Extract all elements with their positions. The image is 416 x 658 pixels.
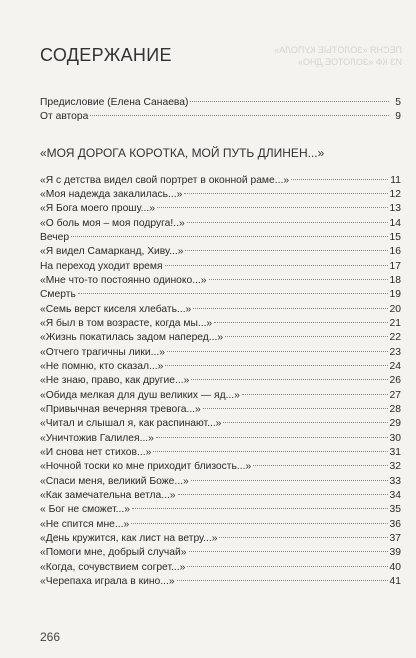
toc-entry-page: 32	[389, 461, 401, 473]
leader-dots	[157, 207, 388, 208]
toc-entry-title: Вечер	[40, 231, 70, 243]
toc-entry-page: 35	[389, 504, 401, 516]
toc-entry-title: «Не спится мне...»	[40, 518, 130, 530]
toc-entry-page: 33	[389, 475, 401, 487]
toc-entry	[40, 360, 401, 374]
toc-entry-title: «День кружится, как лист на ветру...»	[40, 532, 218, 544]
toc-entry-title: «Мне что-то постоянно одиноко...»	[40, 274, 207, 286]
toc-entry-title: «Ночной тоски ко мне приходит близость...»	[40, 461, 252, 473]
toc-entry	[40, 389, 401, 403]
toc-entry	[40, 245, 401, 259]
section-heading: «МОЯ ДОРОГА КОРОТКА, МОЙ ПУТЬ ДЛИНЕН...»	[40, 145, 325, 160]
leader-dots	[153, 451, 387, 452]
toc-entry-title: «Читал и слышал я, как распинают...»	[40, 418, 222, 430]
leader-dots	[187, 222, 388, 223]
toc-entry	[40, 96, 401, 110]
toc-entry	[40, 403, 401, 417]
toc-entry	[40, 518, 401, 532]
toc-entry-page: 12	[389, 188, 401, 200]
toc-entry-title: «И снова нет стихов...»	[40, 446, 152, 458]
page-title: СОДЕРЖАНИЕ	[40, 45, 172, 65]
toc-entry	[40, 260, 401, 274]
toc-entry	[40, 446, 401, 460]
toc-entry	[40, 575, 401, 589]
leader-dots	[187, 566, 387, 567]
leader-dots	[209, 279, 388, 280]
toc-entry	[40, 317, 401, 331]
leader-dots	[167, 351, 388, 352]
leader-dots	[177, 580, 388, 581]
toc-entry	[40, 188, 401, 202]
toc-entry-title: «Я был в том возрасте, когда мы...»	[40, 317, 213, 329]
leader-dots	[71, 236, 387, 237]
toc-entry-page: 26	[389, 375, 401, 387]
toc-entry-title: «Помоги мне, добрый случай»	[40, 547, 187, 559]
toc-entry-title: «Когда, сочувствием согрет...»	[40, 561, 186, 573]
leader-dots	[203, 408, 388, 409]
toc-entry	[40, 331, 401, 345]
toc-entry-title: «Моя надежда закалилась...»	[40, 188, 183, 200]
toc-entry-title: На переход уходит время	[40, 260, 163, 272]
leader-dots	[193, 308, 387, 309]
toc-entry	[40, 110, 401, 124]
leader-dots	[191, 379, 387, 380]
toc-entry	[40, 217, 401, 231]
toc-entry-title: «Спаси меня, великий Боже...»	[40, 475, 189, 487]
leader-dots	[165, 365, 387, 366]
leader-dots	[214, 322, 387, 323]
toc-entry-page: 16	[389, 246, 401, 258]
toc-entry-page: 21	[389, 317, 401, 329]
toc-entry-title: « Бог не сможет...»	[40, 504, 130, 516]
toc-entry-title: «Черепаха играла в кино...»	[40, 575, 175, 587]
toc-entry-page: 34	[389, 489, 401, 501]
toc-entry-title: «Не знаю, право, как другие...»	[40, 375, 190, 387]
leader-dots	[225, 336, 387, 337]
toc-entry-page: 18	[389, 274, 401, 286]
section-entry-list	[40, 174, 401, 590]
toc-entry	[40, 202, 401, 216]
toc-entry-title: «Семь верст киселя хлебать...»	[40, 303, 192, 315]
toc-entry	[40, 432, 401, 446]
leader-dots	[78, 293, 388, 294]
leader-dots	[242, 394, 388, 395]
leader-dots	[131, 523, 387, 524]
toc-entry-page: 24	[389, 360, 401, 372]
toc-entry	[40, 532, 401, 546]
toc-entry	[40, 503, 401, 517]
toc-entry-page: 30	[389, 432, 401, 444]
toc-entry-page: 17	[389, 260, 401, 272]
leader-dots	[178, 494, 388, 495]
toc-entry-title: Смерть	[40, 289, 76, 301]
leader-dots	[165, 265, 388, 266]
toc-entry	[40, 561, 401, 575]
toc-entry-title: «Я Бога моего прошу...»	[40, 203, 155, 215]
toc-entry-title: «Уничтожив Галилея...»	[40, 432, 154, 444]
leader-dots	[189, 551, 388, 552]
toc-entry-title: «Я с детства видел свой портрет в оконной раме...»	[40, 174, 290, 186]
toc-entry	[40, 231, 401, 245]
leader-dots	[156, 437, 388, 438]
toc-entry-page: 19	[389, 289, 401, 301]
toc-entry-page: 31	[389, 446, 401, 458]
toc-entry-page: 11	[390, 174, 401, 186]
toc-entry	[40, 374, 401, 388]
toc-entry-title: «Я видел Самарканд, Хиву...»	[40, 246, 184, 258]
toc-entry	[40, 174, 401, 188]
toc-entry-page: 23	[389, 346, 401, 358]
toc-entry-page: 29	[389, 418, 401, 430]
toc-entry	[40, 489, 401, 503]
toc-entry-title: «Отчего трагичны лики...»	[40, 346, 165, 358]
toc-entry-page: 40	[389, 561, 401, 573]
toc-entry-page: 13	[389, 203, 401, 215]
toc-entry-page: 5	[395, 97, 401, 108]
toc-entry-title: «Привычная вечерняя тревога...»	[40, 403, 201, 415]
toc-entry	[40, 460, 401, 474]
toc-entry-page: 14	[389, 217, 401, 229]
leader-dots	[184, 193, 387, 194]
toc-entry	[40, 417, 401, 431]
toc-entry-page: 36	[389, 518, 401, 530]
toc-entry-page: 37	[389, 532, 401, 544]
toc-entry-page: 22	[389, 332, 401, 344]
toc-entry-title: Предисловие (Елена Санаева)	[40, 97, 189, 108]
leader-dots	[185, 250, 387, 251]
leader-dots	[253, 465, 387, 466]
leader-dots	[132, 508, 388, 509]
toc-entry	[40, 274, 401, 288]
bleed-through-line: ИЗ КФ «ЗОЛОТОЕ ДНО»	[297, 57, 402, 67]
table-of-contents	[40, 96, 401, 589]
leader-dots	[223, 422, 387, 423]
toc-entry-title: «Жизнь покатилась задом наперед...»	[40, 332, 224, 344]
toc-entry-page: 41	[389, 575, 401, 587]
toc-entry-title: От автора	[40, 111, 89, 123]
toc-entry-title: «Обида мелкая для душ великих — яд...»	[40, 389, 240, 401]
toc-entry	[40, 546, 401, 560]
page-number: 266	[40, 630, 61, 644]
toc-entry-title: «Не помню, кто сказал...»	[40, 360, 164, 372]
bleed-through-text	[232, 44, 402, 68]
leader-dots	[190, 101, 389, 102]
toc-entry-title: «Как замечательна ветла...»	[40, 489, 176, 501]
leader-dots	[219, 537, 387, 538]
toc-entry	[40, 475, 401, 489]
toc-entry	[40, 303, 401, 317]
toc-entry-page: 9	[395, 111, 401, 123]
toc-entry	[40, 346, 401, 360]
toc-entry-page: 15	[389, 231, 401, 243]
bleed-through-line: ПЕСНЯ «ЗОЛОТЫЕ КУПОЛА»	[274, 45, 402, 55]
toc-entry-title: «О боль моя – моя подруга!..»	[40, 217, 185, 229]
toc-entry	[40, 288, 401, 302]
leader-dots	[90, 115, 389, 116]
leader-dots	[191, 480, 388, 481]
toc-entry-page: 20	[389, 303, 401, 315]
toc-entry-page: 28	[389, 403, 401, 415]
toc-entry-page: 39	[389, 547, 401, 559]
leader-dots	[291, 179, 388, 180]
toc-entry-page: 27	[389, 389, 401, 401]
